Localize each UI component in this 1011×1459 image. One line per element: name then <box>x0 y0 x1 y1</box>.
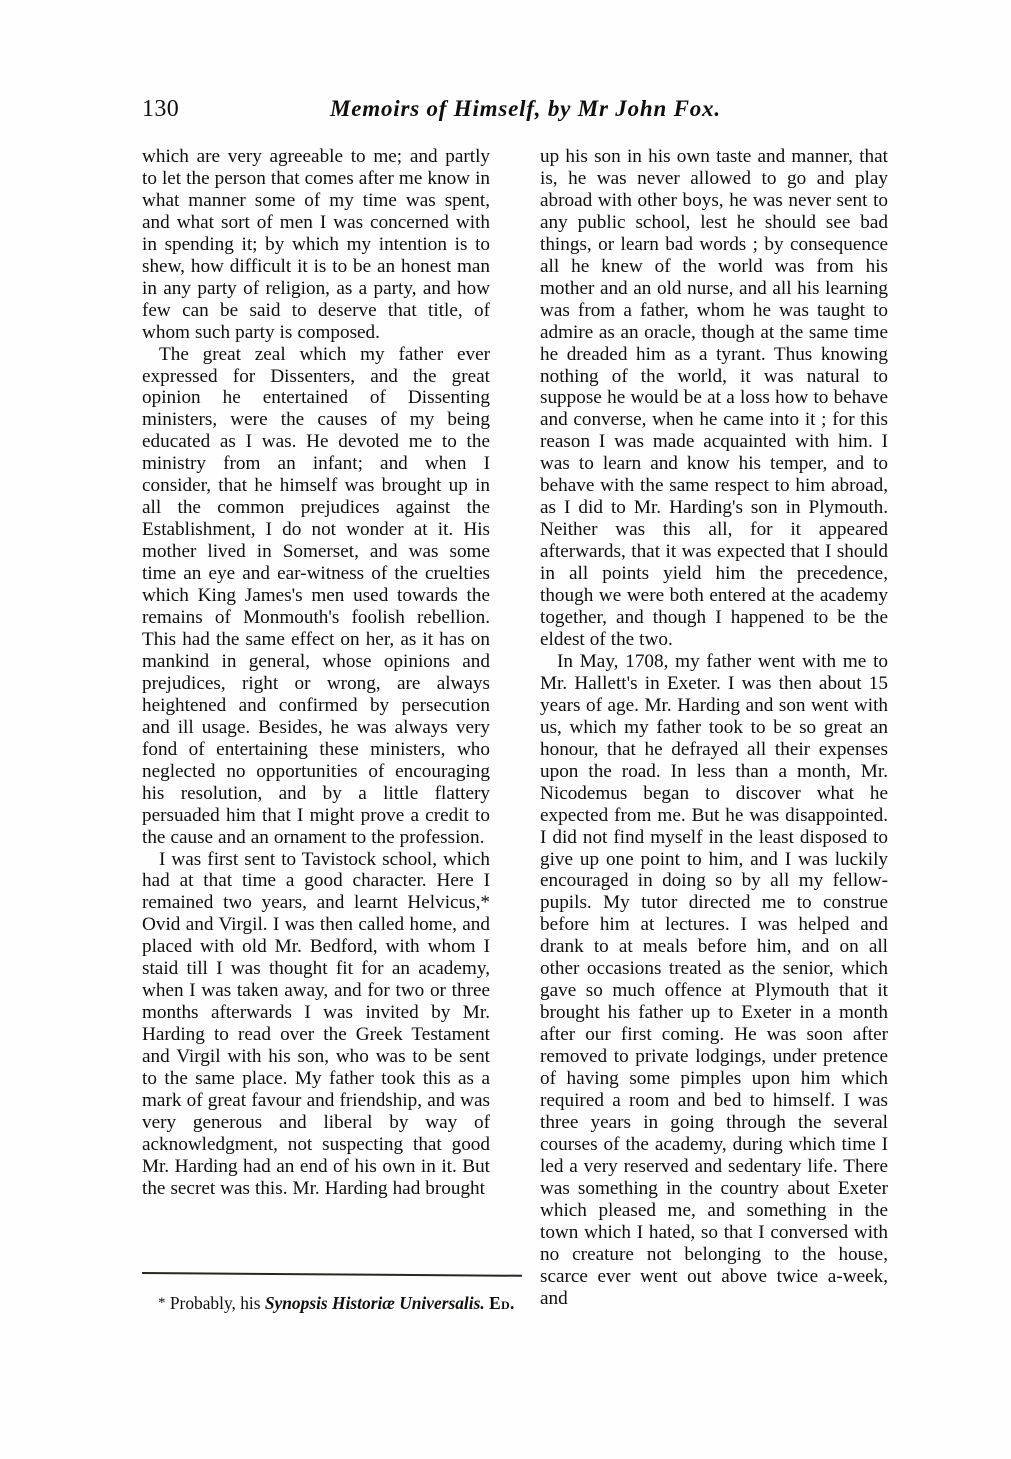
footnote-text <box>142 1292 524 1314</box>
footnote-area <box>142 1272 524 1314</box>
footnote-marker: * <box>158 1295 166 1311</box>
footnote-separator-rule <box>142 1272 522 1277</box>
footnote-editor-signature: Ed. <box>489 1293 515 1313</box>
column-right <box>540 146 888 1310</box>
page-folio-number: 130 <box>142 96 180 122</box>
running-head-title: Memoirs of Himself, by Mr John Fox. <box>330 96 721 121</box>
column-left <box>142 146 490 1200</box>
paragraph: In May, 1708, my father went with me to Mr. Hallett's in Exeter. I was then about 15 years of age. Mr. Harding and son went with us, which my father took to be so great an honour, that he defrayed all their expenses upon the road. In less than a month, Mr. Nicodemus began to discover what he expected from me. But he was disappointed. I did not find myself in the least disposed to give up one point to him, and I was luckily encouraged in doing so by all my fellow-pupils. My tutor directed me to construe before him at lectures. I was helped and drank to at meals before him, and on all other occasions treated as the senior, which gave so much offence at Plymouth that it brought his father up to Exeter in a month after our first coming. He was soon after removed to private lodgings, under pretence of having some pimples upon him which required a room and bed to himself. I was three years in going through the several courses of the academy, during which time I led a very reserved and sedentary life. There was something in the country about Exeter which pleased me, and something in the town which I hated, so that I conversed with no creature not belonging to the house, scarce ever went out above twice a-week, and <box>540 650 888 1309</box>
paragraph: The great zeal which my father ever expressed for Dissenters, and the great opinion he entertained of Dissenting ministers, were the causes of my being educated as I was. He devoted me to the ministry from an infant; and when I consider, that he himself was brought up in all the common prejudices against the Establishment, I do not wonder at it. His mother lived in Somerset, and was some time an eye and ear-witness of the cruelties which King James's men used towards the remains of Monmouth's foolish rebellion. This had the same effect on her, as it has on mankind in general, whose opinions and prejudices, right or wrong, are always heightened and confirmed by persecution and ill usage. Besides, he was always very fond of entertaining these ministers, who neglected no opportunities of encouraging his resolution, and by a little flattery persuaded him that I might prove a credit to the cause and an ornament to the profession. <box>142 343 490 848</box>
running-head <box>142 96 872 130</box>
paragraph: I was first sent to Tavistock school, which had at that time a good character. Here I remained two years, and learnt Helvicus,* Ovid and Virgil. I was then called home, and placed with old Mr. Bedford, with whom I staid till I was thought fit for an academy, when I was taken away, and for two or three months afterwards I was invited by Mr. Harding to read over the Greek Testament and Virgil with his son, who was to be sent to the same place. My father took this as a mark of great favour and friendship, and was very generous and liberal by way of acknowledgment, not suspecting that good Mr. Harding had an end of his own in it. But the secret was this. Mr. Harding had brought <box>142 848 490 1199</box>
paragraph: up his son in his own taste and manner, that is, he was never allowed to go and play abroad with other boys, he was never sent to any public school, lest he should see bad things, or learn bad words ; by consequence all he knew of the world was from his mother and an old nurse, and all his learning was from a father, whom he was taught to admire as an oracle, though at the same time he dreaded him as a tyrant. Thus knowing nothing of the world, it was natural to suppose he would be at a loss how to behave and converse, when he came into it ; for this reason I was made acquainted with him. I was to learn and know his temper, and to behave with the same respect to him abroad, as I did to Mr. Harding's son in Plymouth. Neither was this all, for it appeared afterwards, that it was expected that I should in all points yield him the precedence, though we were both entered at the academy together, and though I happened to be the eldest of the two. <box>540 146 888 650</box>
footnote-cited-title: Synopsis Historiæ Universalis. <box>264 1293 485 1313</box>
footnote-lead-text: Probably, his <box>169 1293 265 1313</box>
paragraph: which are very agreeable to me; and partly to let the person that comes after me know in what manner some of my time was spent, and what sort of men I was concerned with in spending it; by which my intention is to shew, how difficult it is to be an honest man in any party of religion, as a party, and how few can be said to deserve that title, of whom such party is composed. <box>142 146 490 343</box>
